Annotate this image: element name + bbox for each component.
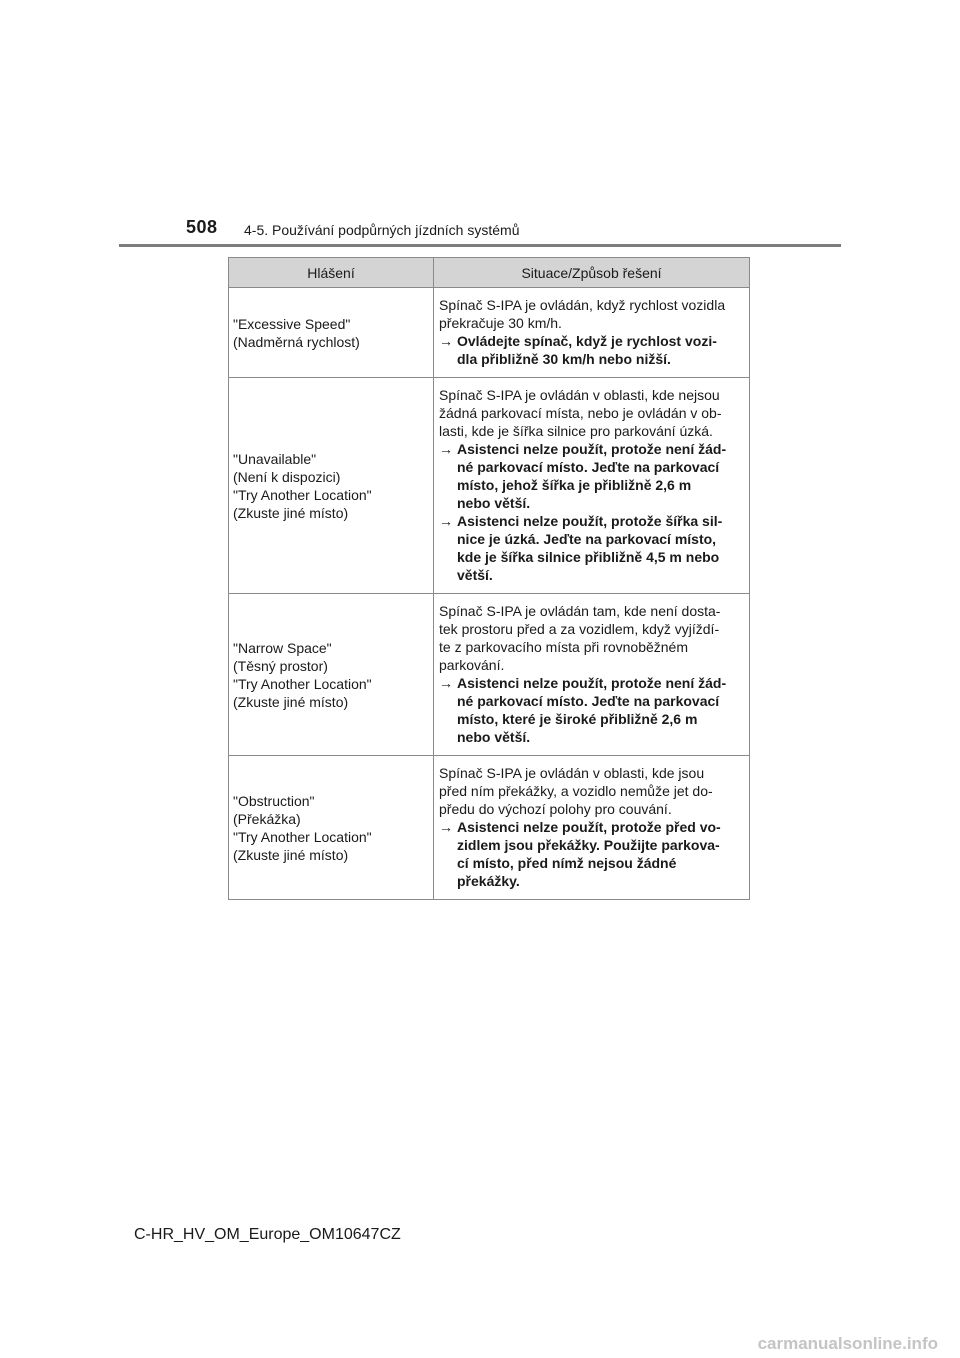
- message-line: (Nadměrná rychlost): [233, 333, 360, 350]
- action-line: cí místo, před nímž nejsou žádné: [457, 855, 677, 871]
- description-line: Spínač S-IPA je ovládán tam, kde není dosta-: [439, 603, 721, 619]
- message-line: "Obstruction": [233, 792, 315, 809]
- header-rule: [119, 244, 841, 247]
- message-line: "Try Another Location": [233, 486, 372, 503]
- message-line: "Excessive Speed": [233, 315, 351, 332]
- description-line: Spínač S-IPA je ovládán, když rychlost vozidla: [439, 297, 726, 313]
- solution-cell: [434, 288, 750, 378]
- action-line: zidlem jsou překážky. Použijte parkova-: [457, 837, 720, 853]
- section-title: 4-5. Používání podpůrných jízdních systémů: [244, 222, 520, 238]
- description-line: parkování.: [439, 657, 505, 673]
- arrow-right-icon: →: [439, 675, 453, 691]
- column-header-solution: Situace/Způsob řešení: [434, 258, 750, 288]
- action-line: né parkovací místo. Jeďte na parkovací: [457, 693, 720, 709]
- description-line: před ním překážky, a vozidlo nemůže jet do-: [439, 783, 713, 799]
- action-line: Asistenci nelze použít, protože není žád-: [457, 441, 727, 457]
- situation-description: [439, 296, 745, 332]
- arrow-right-icon: →: [439, 513, 453, 529]
- description-line: žádná parkovací místa, nebo je ovládán v ob-: [439, 405, 722, 421]
- action-line: né parkovací místo. Jeďte na parkovací: [457, 459, 720, 475]
- solution-cell: [434, 594, 750, 756]
- description-line: tek prostoru před a za vozidlem, když vyjíždí-: [439, 621, 720, 637]
- message-line: (Zkuste jiné místo): [233, 846, 349, 863]
- solution-cell: [434, 756, 750, 900]
- message-line: (Překážka): [233, 810, 301, 827]
- table-body: [229, 288, 750, 900]
- action-line: Asistenci nelze použít, protože šířka sil-: [457, 513, 723, 529]
- message-table: [228, 257, 750, 900]
- action-line: Ovládejte spínač, když je rychlost vozi-: [457, 333, 717, 349]
- action-line: Asistenci nelze použít, protože před vo-: [457, 819, 721, 835]
- action-line: překážky.: [457, 873, 520, 889]
- page-number: 508: [186, 217, 218, 237]
- message-line: "Try Another Location": [233, 828, 372, 845]
- action-line: nebo větší.: [457, 729, 531, 745]
- solution-cell: [434, 378, 750, 594]
- arrow-right-icon: →: [439, 441, 453, 457]
- message-line: "Unavailable": [233, 450, 317, 467]
- arrow-right-icon: →: [439, 819, 453, 835]
- remedy-action: [439, 332, 745, 368]
- description-line: Spínač S-IPA je ovládán v oblasti, kde nejsou: [439, 387, 720, 403]
- message-line: (Zkuste jiné místo): [233, 504, 349, 521]
- message-cell: [229, 756, 434, 900]
- column-header-message: Hlášení: [229, 258, 434, 288]
- situation-description: [439, 764, 745, 818]
- description-line: překračuje 30 km/h.: [439, 315, 562, 331]
- message-cell: [229, 378, 434, 594]
- message-line: (Není k dispozici): [233, 468, 341, 485]
- table-header-row: [229, 258, 750, 288]
- table-row: [229, 288, 750, 378]
- situation-description: [439, 386, 745, 440]
- action-line: větší.: [457, 567, 493, 583]
- remedy-action: [439, 818, 745, 890]
- action-line: dla přibližně 30 km/h nebo nižší.: [457, 351, 671, 367]
- remedy-action: [439, 674, 745, 746]
- message-cell: [229, 288, 434, 378]
- action-line: nebo větší.: [457, 495, 531, 511]
- message-cell: [229, 594, 434, 756]
- remedy-action: [439, 440, 745, 512]
- table-row: [229, 378, 750, 594]
- remedy-action: [439, 512, 745, 584]
- action-line: nice je úzká. Jeďte na parkovací místo,: [457, 531, 717, 547]
- situation-description: [439, 602, 745, 674]
- action-line: místo, jehož šířka je přibližně 2,6 m: [457, 477, 692, 493]
- message-line: "Narrow Space": [233, 639, 332, 656]
- table-row: [229, 594, 750, 756]
- watermark: carmanualsonline.info: [757, 1334, 938, 1353]
- arrow-right-icon: →: [439, 333, 453, 349]
- description-line: Spínač S-IPA je ovládán v oblasti, kde jsou: [439, 765, 705, 781]
- message-line: (Zkuste jiné místo): [233, 693, 349, 710]
- action-line: místo, které je široké přibližně 2,6 m: [457, 711, 698, 727]
- description-line: předu do výchozí polohy pro couvání.: [439, 801, 672, 817]
- action-line: Asistenci nelze použít, protože není žád-: [457, 675, 727, 691]
- description-line: te z parkovacího místa při rovnoběžném: [439, 639, 689, 655]
- message-line: (Těsný prostor): [233, 657, 328, 674]
- message-line: "Try Another Location": [233, 675, 372, 692]
- action-line: kde je šířka silnice přibližně 4,5 m nebo: [457, 549, 720, 565]
- description-line: lasti, kde je šířka silnice pro parkování úzká.: [439, 423, 713, 439]
- table-row: [229, 756, 750, 900]
- document-code: C-HR_HV_OM_Europe_OM10647CZ: [134, 1226, 401, 1243]
